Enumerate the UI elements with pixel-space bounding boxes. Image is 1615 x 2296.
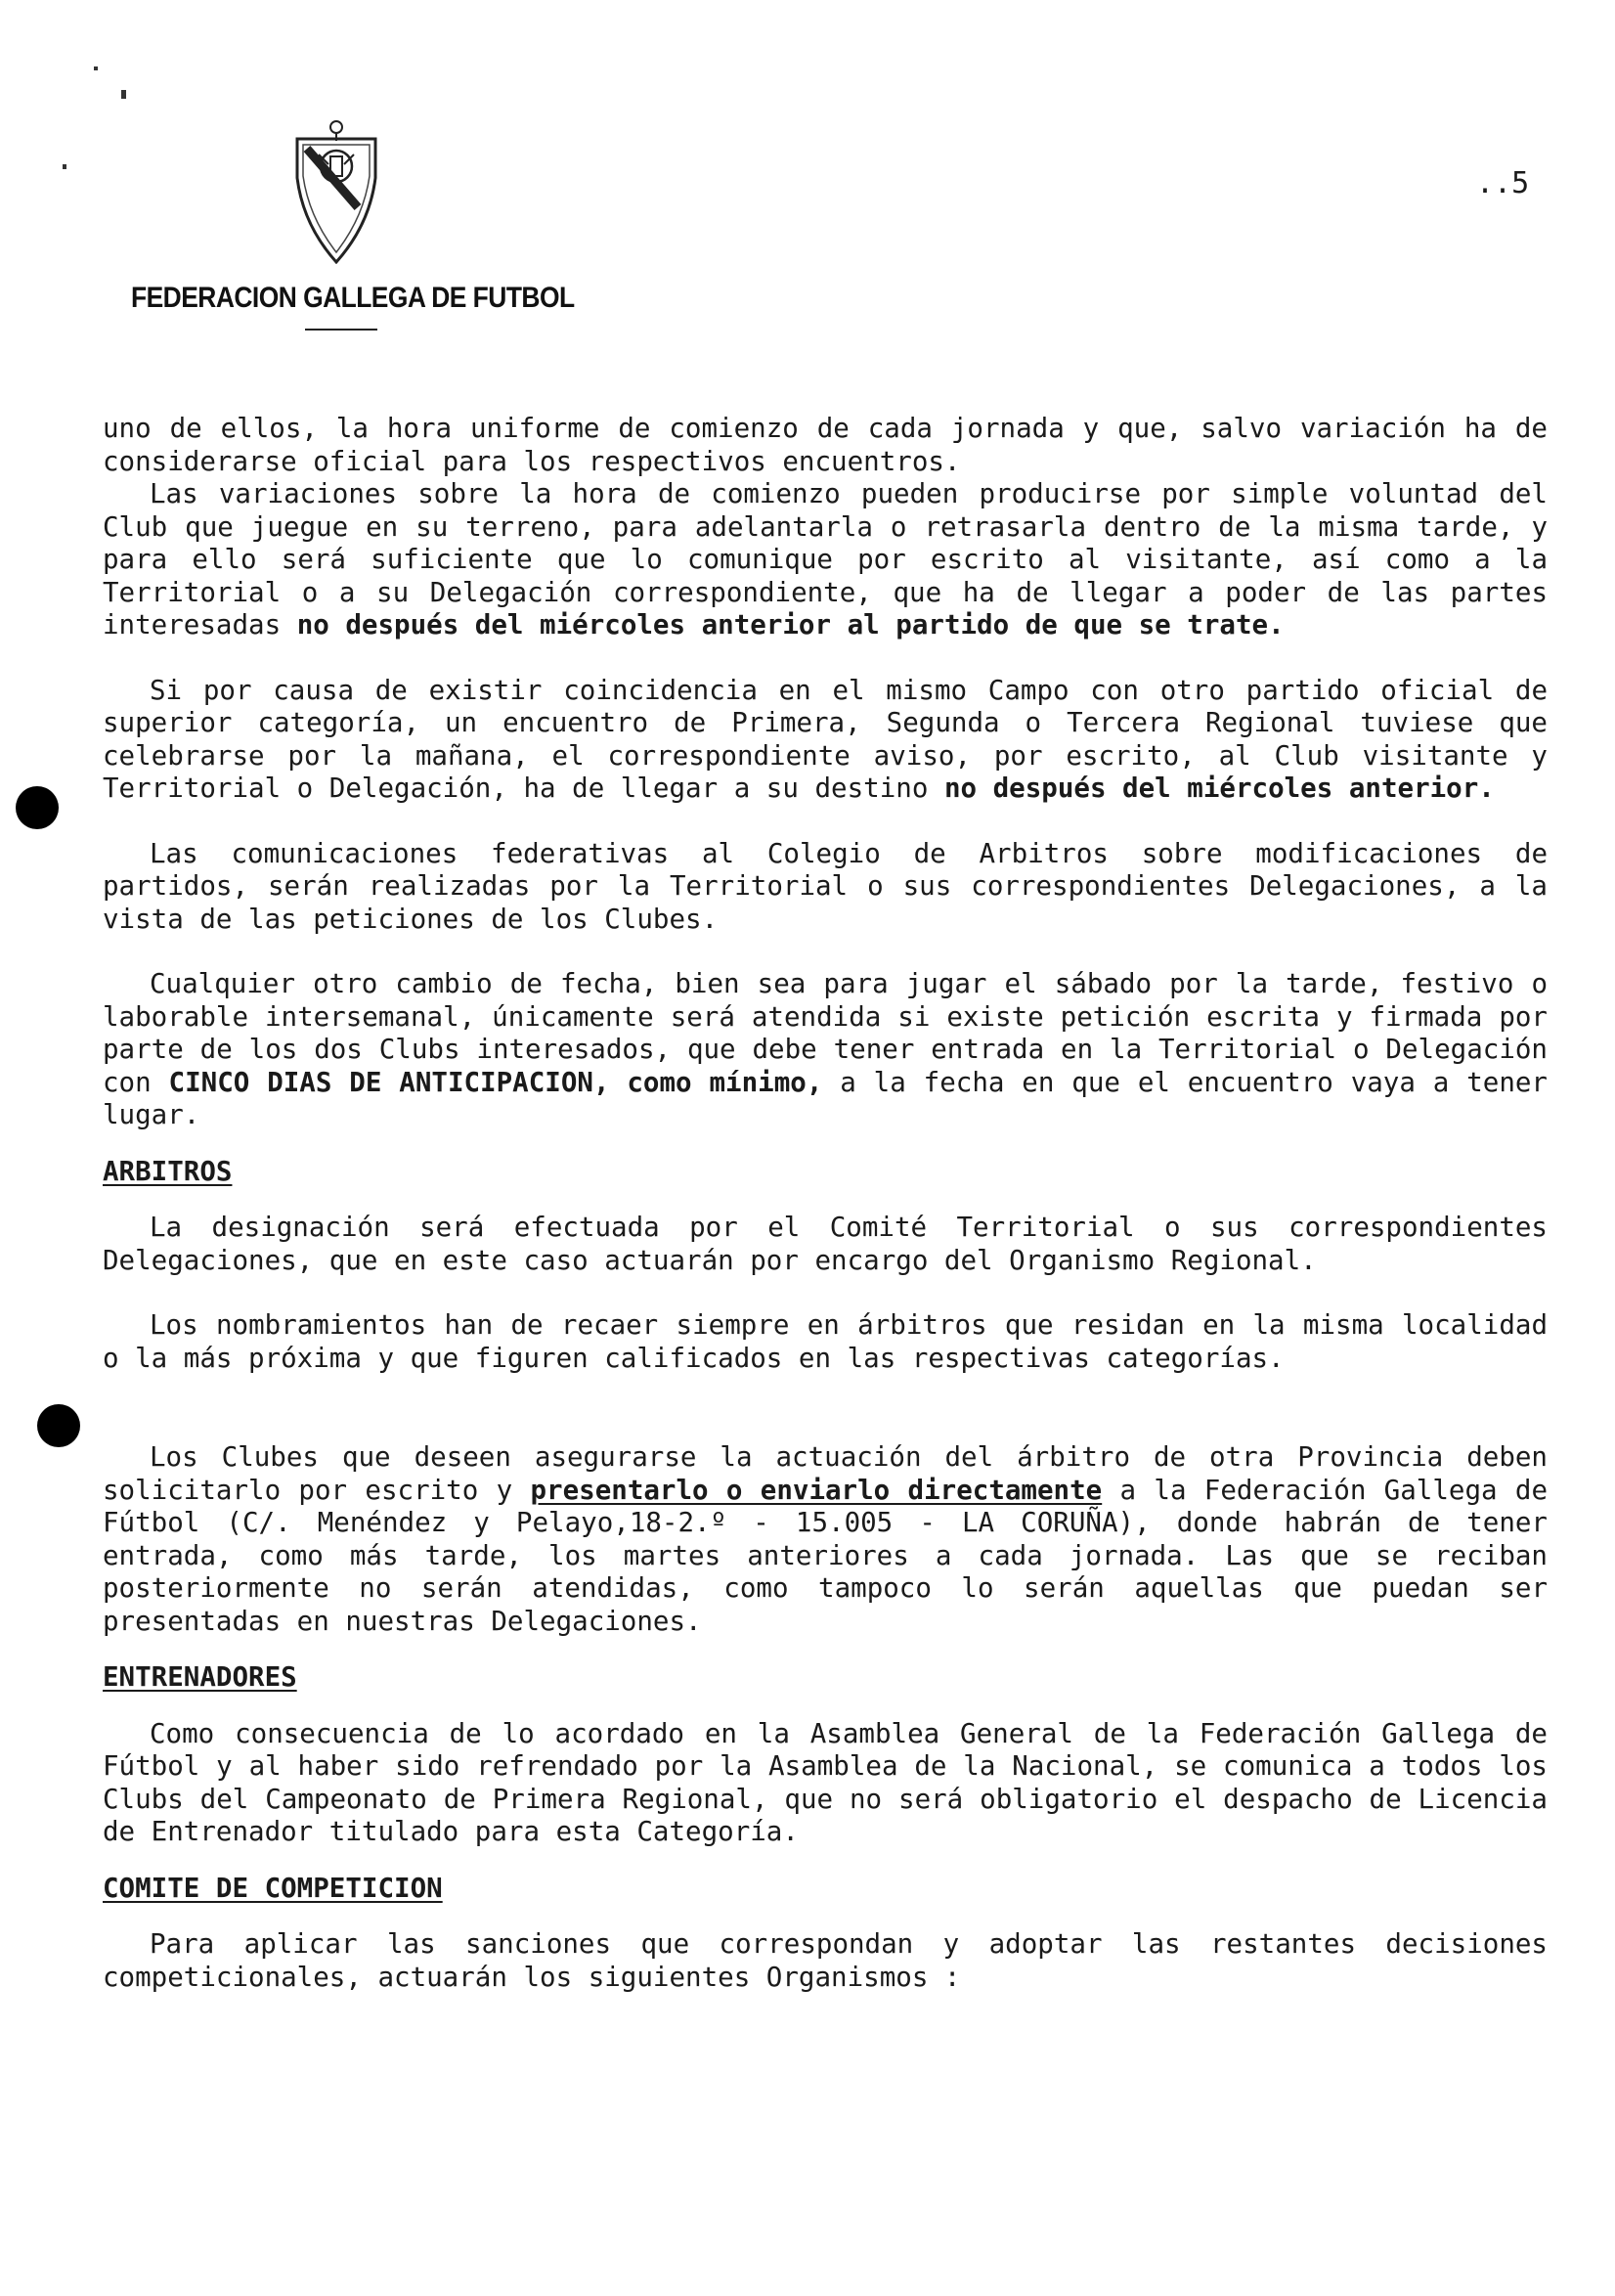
paragraph-comunicaciones: Las comunicaciones federativas al Colegio de Arbitros sobre modificaciones de partidos, serán realizadas por la Territorial o sus correspondientes Delegaciones, a la vista de las peticiones de los Clubes.: [103, 837, 1548, 935]
paragraph-comite-competicion: Para aplicar las sanciones que correspondan y adoptar las restantes decisiones competicionales, actuarán los siguientes Organismos :: [103, 1928, 1548, 1993]
paragraph-variaciones-text: Las variaciones sobre la hora de comienzo pueden producirse por simple voluntad del Club que juegue en su terreno, para adelantarla o retrasarla dentro de la misma tarde, y para ello será suficiente que lo comunique por escrito al visitante, así como a la Territorial o a su Delegación correspondiente, que ha de llegar a poder de las partes interesadas: [103, 478, 1548, 640]
paragraph-coincidencia-emphasis: no después del miércoles anterior.: [943, 773, 1495, 804]
scan-mark: [94, 66, 98, 70]
scan-mark: [121, 90, 126, 99]
page-number: ..5: [1476, 166, 1530, 200]
paragraph-cambio-fecha: [103, 968, 1548, 1132]
paragraph-otra-provincia-tail: a la Federación Gallega de Fútbol (C/. Menéndez y Pelayo,18-2.º - 15.005 - LA CORUÑA), donde habrán de tener entrada, como más tarde, los martes anteriores a cada jornada. Las que se reciban posteriormente no serán atendidas, como tampoco lo serán aquellas que puedan ser presentadas en nuestras Delegaciones.: [103, 1474, 1548, 1637]
paragraph-cambio-fecha-emphasis: CINCO DIAS DE ANTICIPACION, como mínimo,: [168, 1066, 823, 1098]
punch-hole-bottom: [37, 1404, 80, 1447]
heading-arbitros: ARBITROS: [103, 1155, 233, 1187]
paragraph-otra-provincia: [103, 1441, 1548, 1638]
paragraph-entrenadores: Como consecuencia de lo acordado en la Asamblea General de la Federación Gallega de Fútbol y al haber sido refrendado por la Asamblea de la Nacional, se comunica a todos los Clubs del Campeonato de Primera Regional, que no será obligatorio el despacho de Licencia de Entrenador titulado para esta Categoría.: [103, 1717, 1548, 1847]
scan-mark: [63, 164, 66, 169]
federation-crest-logo: [289, 115, 383, 264]
paragraph-designacion: La designación será efectuada por el Comité Territorial o sus correspondientes Delegaciones, que en este caso actuarán por encargo del Organismo Regional.: [103, 1212, 1548, 1276]
paragraph-otra-provincia-emphasis: presentarlo o enviarlo directamente: [530, 1474, 1103, 1506]
paragraph-variaciones-emphasis: no después del miércoles anterior al partido de que se trate.: [296, 609, 1285, 640]
heading-comite-competicion: COMITE DE COMPETICION: [103, 1872, 443, 1904]
paragraph-cambio-fecha-tail: a la fecha en que el encuentro vaya a tener lugar.: [103, 1066, 1548, 1130]
document-body: [103, 413, 1548, 1994]
organization-name: FEDERACION GALLEGA DE FUTBOL: [131, 282, 575, 314]
paragraph-cambio-fecha-text: Cualquier otro cambio de fecha, bien sea para jugar el sábado por la tarde, festivo o laborable intersemanal, únicamente será atendida si existe petición escrita y firmada por parte de los dos Clubs interesados, que debe tener entrada en la Territorial o Delegación con: [103, 968, 1548, 1098]
paragraph-variaciones: [103, 478, 1548, 642]
punch-hole-top: [16, 786, 59, 829]
heading-entrenadores: ENTRENADORES: [103, 1661, 297, 1693]
paragraph-coincidencia: [103, 675, 1548, 806]
paragraph-nombramientos: Los nombramientos han de recaer siempre en árbitros que residan en la misma localidad o la más próxima y que figuren calificados en las respectivas categorías.: [103, 1309, 1548, 1374]
paragraph-coincidencia-text: Si por causa de existir coincidencia en el mismo Campo con otro partido oficial de superior categoría, un encuentro de Primera, Segunda o Tercera Regional tuviese que celebrarse por la mañana, el correspondiente aviso, por escrito, al Club visitante y Territorial o Delegación, ha de llegar a su destino: [103, 674, 1548, 804]
paragraph-continuation: uno de ellos, la hora uniforme de comienzo de cada jornada y que, salvo variación ha de considerarse oficial para los respectivos encuentros.: [103, 413, 1548, 477]
organization-underline: [305, 329, 377, 331]
paragraph-otra-provincia-text: Los Clubes que deseen asegurarse la actuación del árbitro de otra Provincia deben solicitarlo por escrito y: [103, 1441, 1548, 1506]
